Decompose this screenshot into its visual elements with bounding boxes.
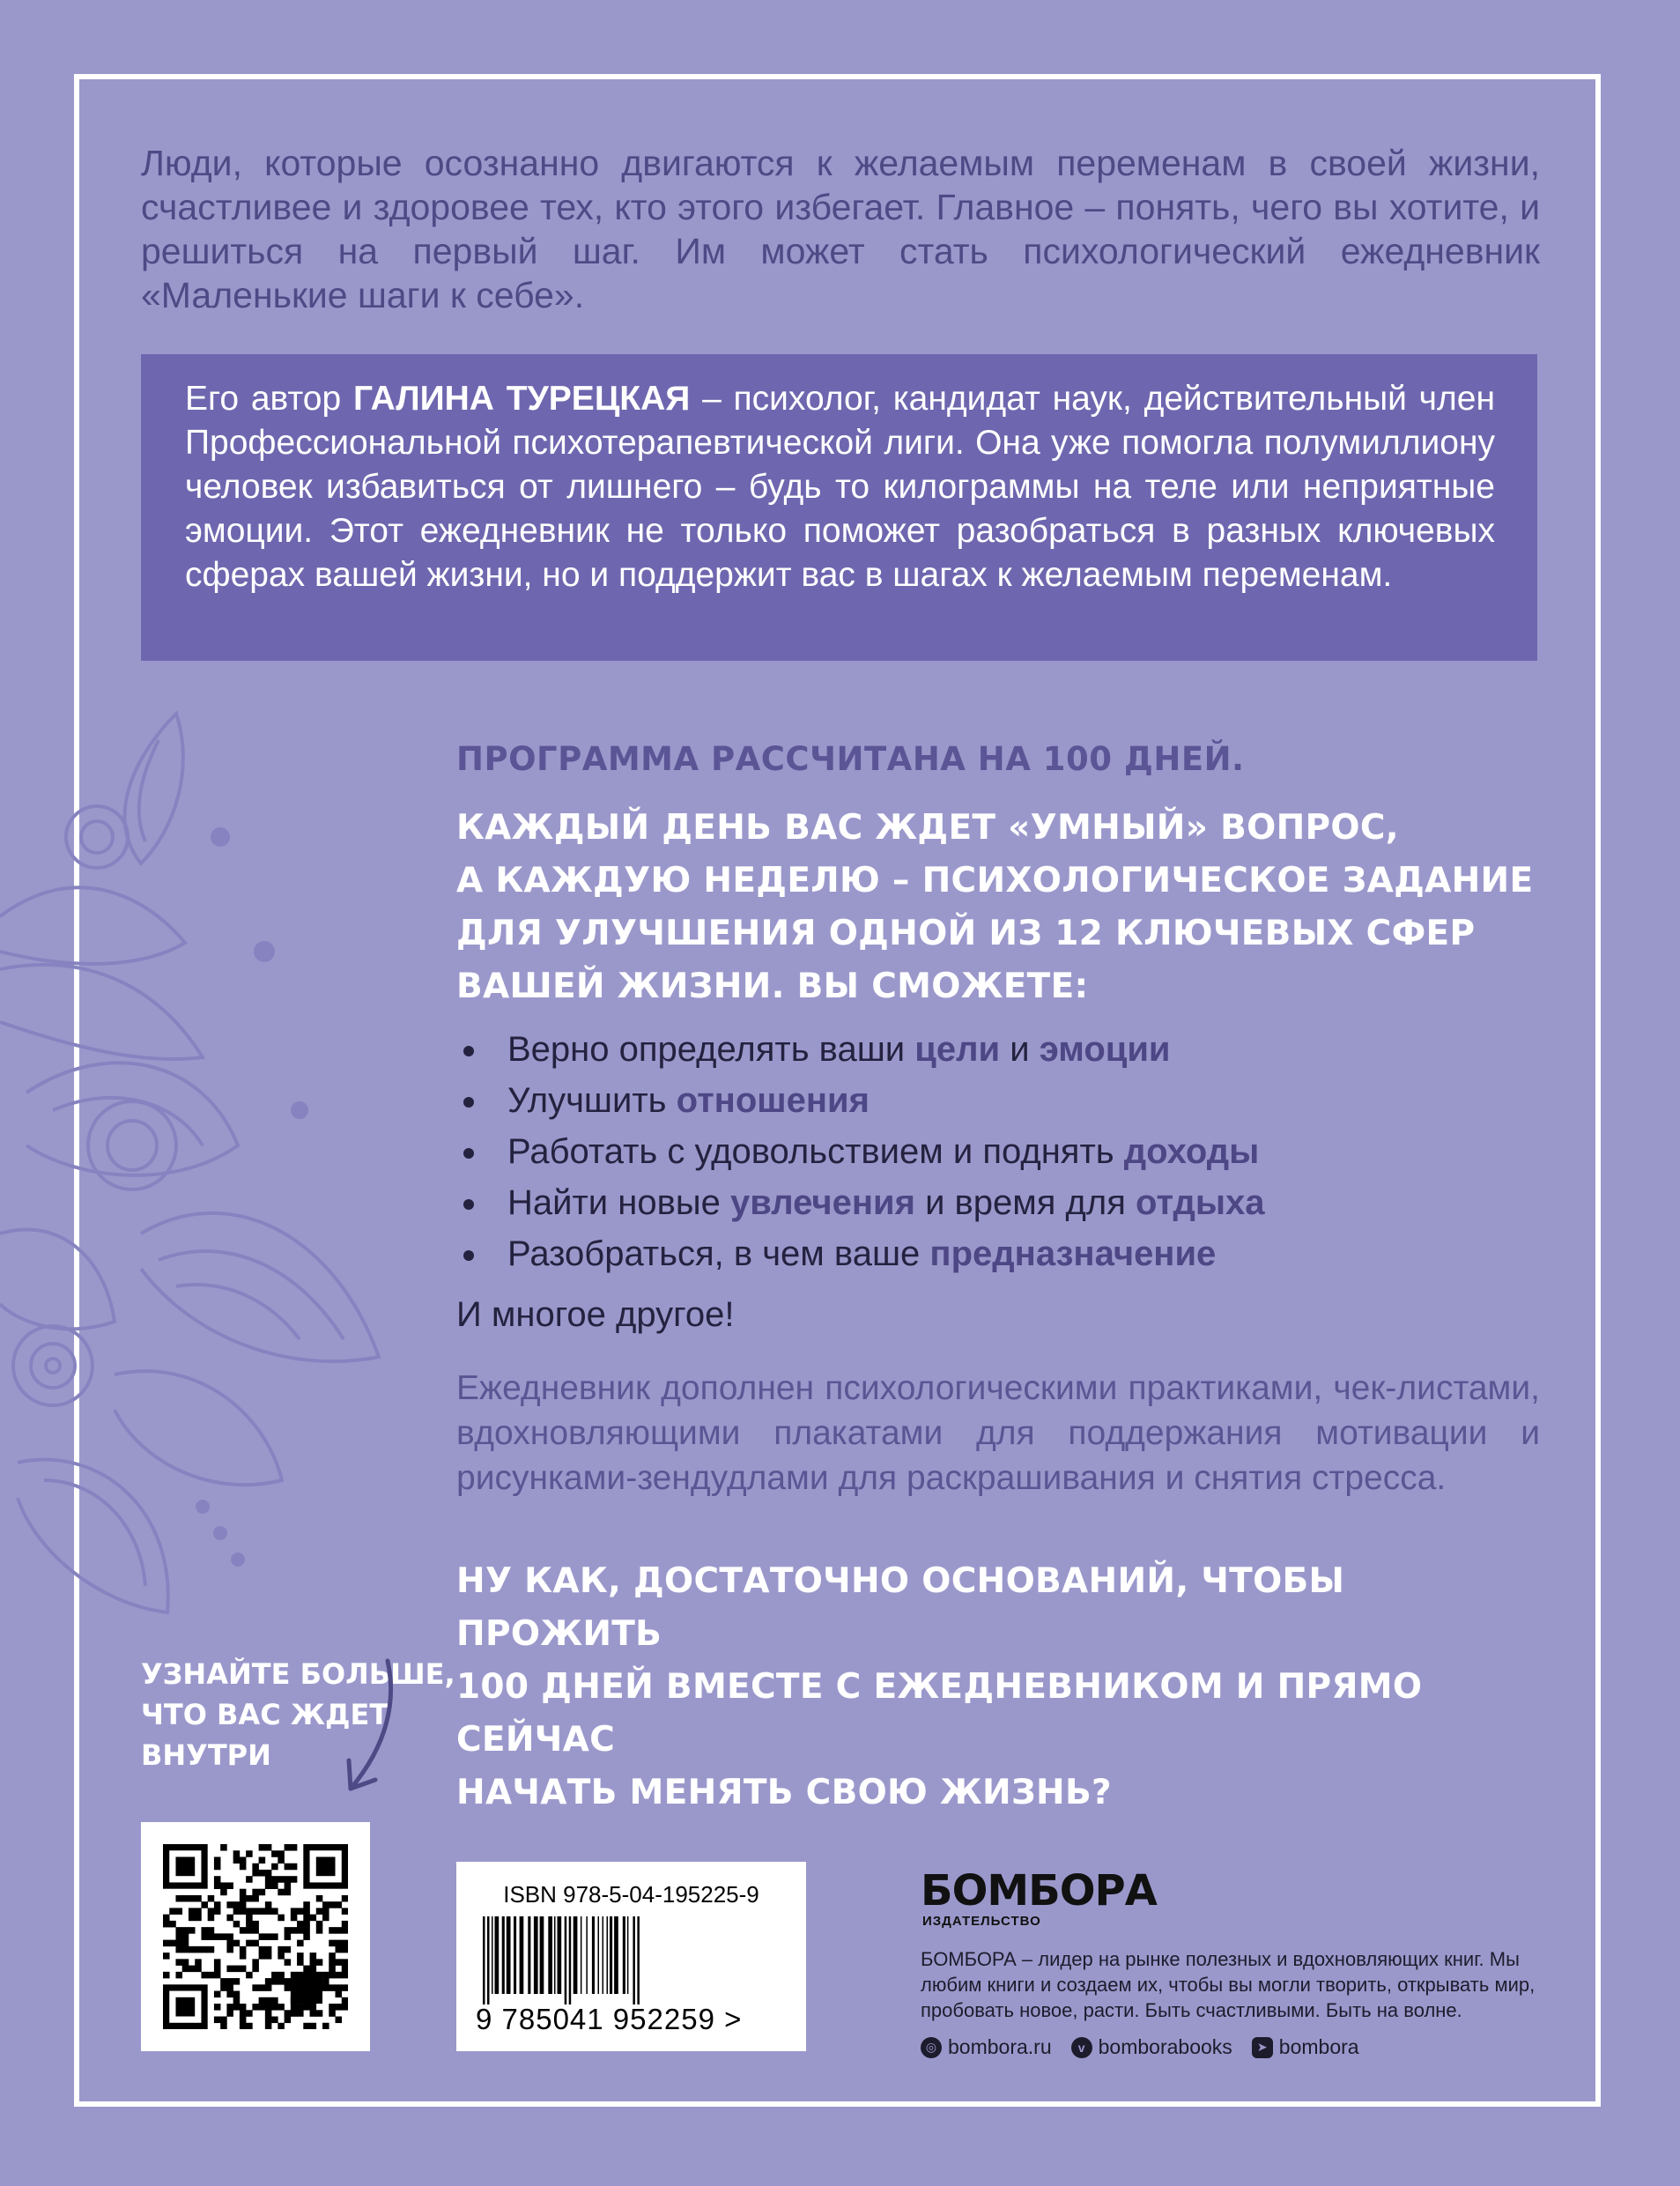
isbn-digits: 9 785041 952259 > [476, 2003, 743, 2035]
isbn-barcode [456, 1862, 806, 2051]
vk-icon: v [1071, 2037, 1092, 2058]
author-paragraph [185, 377, 1495, 597]
closing-question [456, 1555, 1540, 1819]
daily-line: ДЛЯ УЛУЧШЕНИЯ ОДНОЙ ИЗ 12 КЛЮЧЕВЫХ СФЕР [456, 914, 1476, 953]
telegram-icon: ➤ [1252, 2037, 1273, 2058]
list-item: Найти новые увлечения и время для отдыха [456, 1177, 1540, 1228]
learn-more-caption: УЗНАЙТЕ БОЛЬШЕ, ЧТО ВАС ЖДЕТ ВНУТРИ [141, 1657, 455, 1772]
list-item: Разобраться, в чем ваше предназначение [456, 1228, 1540, 1279]
publisher-blurb: БОМБОРА – лидер на рынке полезных и вдохновляющих книг. Мы любим книги и создаем их, чтобы вы могли творить, открывать мир, пробовать новое, расти. Быть счастливыми. Быть на волне. [921, 1948, 1536, 2021]
author-prefix: Его автор [185, 380, 353, 418]
daily-line: А КАЖДУЮ НЕДЕЛЮ – ПСИХОЛОГИЧЕСКОЕ ЗАДАНИЕ [456, 861, 1534, 900]
extras-paragraph: Ежедневник дополнен психологическими практиками, чек-листами, вдохновляющими плакатами для поддержания мотивации и рисунками-зендудлами для раскрашивания и снятия стресса. [456, 1369, 1540, 1497]
question-line: НАЧАТЬ МЕНЯТЬ СВОЮ ЖИЗНЬ? [456, 1773, 1112, 1812]
qr-code-icon [163, 1844, 348, 2029]
social-link-vk[interactable]: v bomborabooks [1071, 2035, 1232, 2059]
web-icon: ◎ [921, 2037, 942, 2058]
social-link-telegram[interactable]: ➤ bombora [1252, 2035, 1359, 2059]
arrow-down-icon [335, 1656, 414, 1797]
list-item: Работать с удовольствием и поднять доходы [456, 1126, 1540, 1177]
barcode-icon [483, 1916, 782, 2004]
publisher-logo: БОМБОРА [921, 1866, 1157, 1916]
daily-line: КАЖДЫЙ ДЕНЬ ВАС ЖДЕТ «УМНЫЙ» ВОПРОС, [456, 808, 1399, 848]
question-line: НУ КАК, ДОСТАТОЧНО ОСНОВАНИЙ, ЧТОБЫ ПРОЖИТЬ [456, 1561, 1345, 1654]
publisher-block [921, 1868, 1555, 2059]
social-link-web[interactable]: ◎ bombora.ru [921, 2035, 1052, 2059]
list-item: Улучшить отношения [456, 1075, 1540, 1126]
program-title: ПРОГРАММА РАССЧИТАНА НА 100 ДНЕЙ. [456, 740, 1245, 778]
author-text: – психолог, кандидат наук, действительный член Профессиональной психотерапевтической лиги. Она уже помогла полумиллиону человек избавиться от лишнего – будь то килограммы на теле или неприятные эмоции. Этот ежедневник не только поможет разобраться в разных ключевых сферах вашей жизни, но и поддержит вас в шагах к желаемым переменам. [185, 380, 1495, 594]
publisher-subtitle: ИЗДАТЕЛЬСТВО [922, 1914, 1041, 1929]
social-links [921, 2035, 1555, 2059]
mandala-ornament [0, 687, 396, 1656]
daily-question-heading [456, 802, 1540, 1013]
intro-paragraph: Люди, которые осознанно двигаются к желаемым переменам в своей жизни, счастливее и здоровее тех, кто этого избегает. Главное – понять, чего вы хотите, и решиться на первый шаг. Им может стать психологический ежедневник «Маленькие шаги к себе». [141, 143, 1540, 315]
daily-line: ВАШЕЙ ЖИЗНИ. ВЫ СМОЖЕТЕ: [456, 967, 1089, 1006]
benefits-list [456, 1024, 1540, 1279]
isbn-label: ISBN 978-5-04-195225-9 [503, 1881, 759, 1908]
and-more-text: И многое другое! [456, 1295, 735, 1334]
author-box [141, 354, 1537, 661]
list-item: Верно определять ваши цели и эмоции [456, 1024, 1540, 1075]
question-line: 100 ДНЕЙ ВМЕСТЕ С ЕЖЕДНЕВНИКОМ И ПРЯМО СЕЙЧАС [456, 1667, 1423, 1760]
qr-code[interactable] [141, 1822, 370, 2051]
author-name: ГАЛИНА ТУРЕЦКАЯ [352, 380, 691, 418]
